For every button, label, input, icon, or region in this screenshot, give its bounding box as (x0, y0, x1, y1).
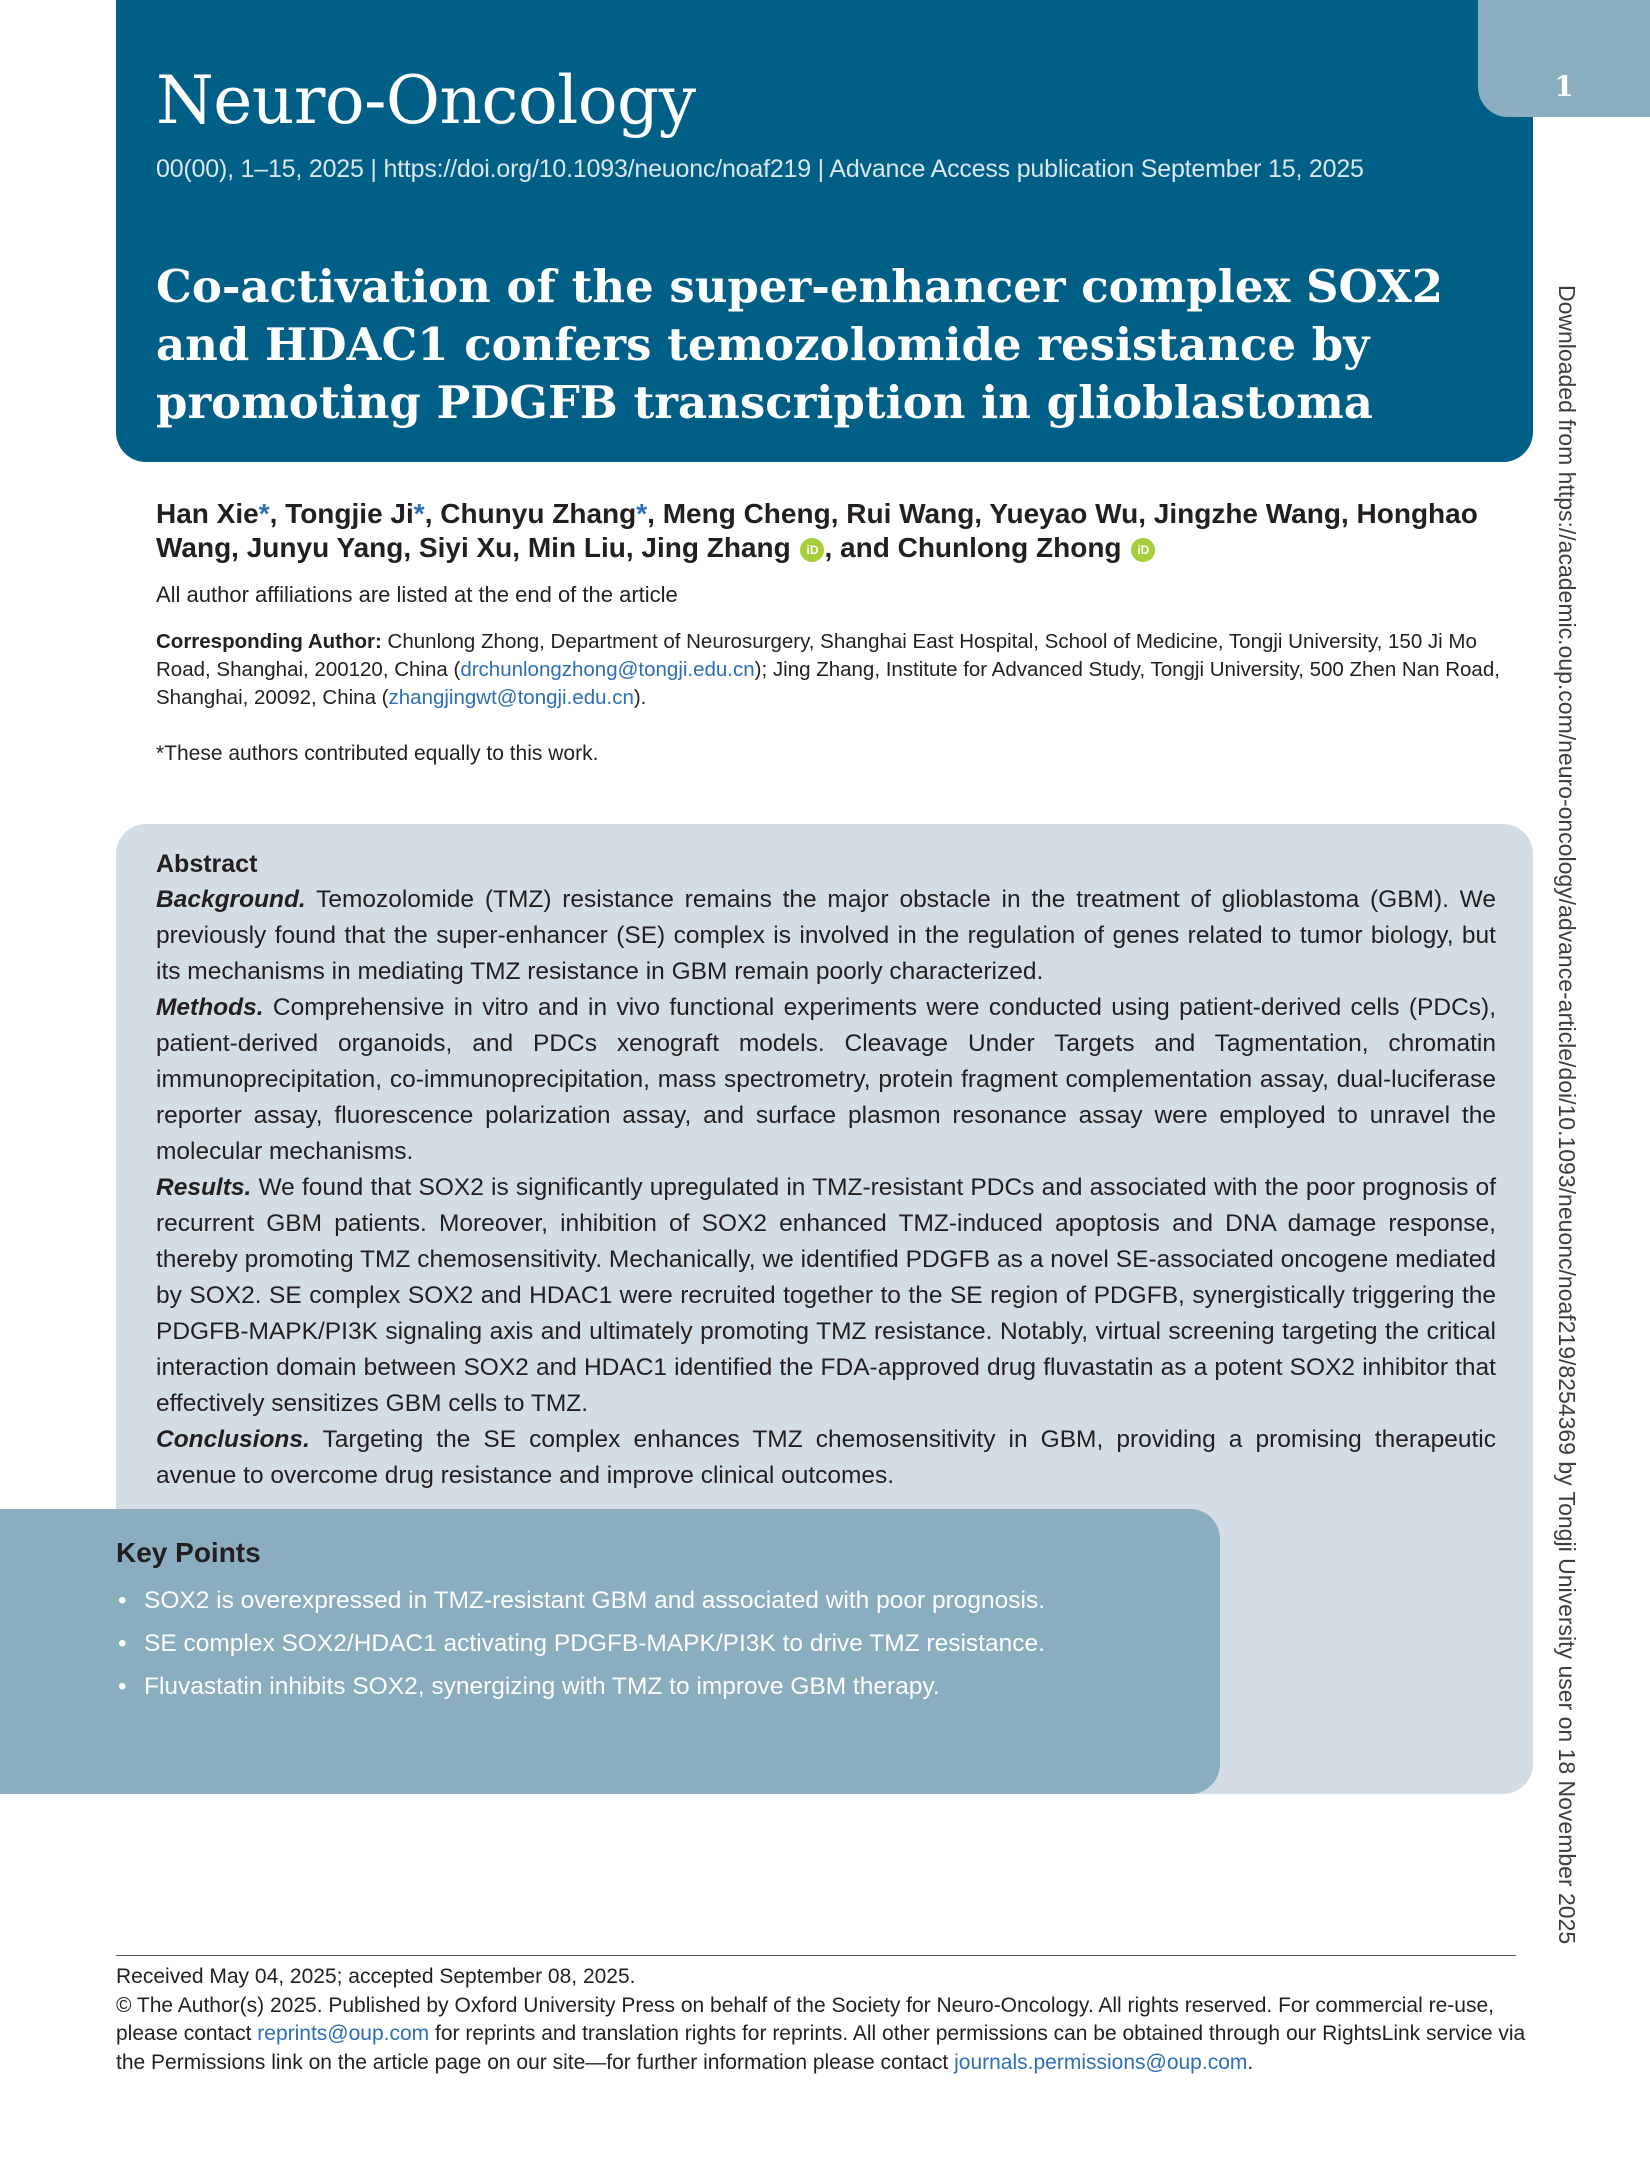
orcid-icon[interactable]: iD (1131, 538, 1155, 562)
download-notice: Downloaded from https://academic.oup.com/neuro-oncology/advance-article/doi/10.1093/neuonc/noaf219/8254369 by Tongji University user on 18 November 2025 (1554, 285, 1580, 1945)
equal-contribution-star: * (413, 498, 425, 529)
abstract-conclusions: Conclusions. Targeting the SE complex enhances TMZ chemosensitivity in GBM, providing a promising therapeutic avenue to overcome drug resistance and improve clinical outcomes. (156, 1426, 1496, 1489)
footer (116, 1963, 1526, 2077)
page-number: 1 (1554, 70, 1574, 103)
equal-contribution-note: *These authors contributed equally to this work. (156, 742, 599, 765)
email-link[interactable]: drchunlongzhong@tongji.edu.cn (460, 658, 755, 681)
citation-line: 00(00), 1–15, 2025 | https://doi.org/10.1093/neuonc/noaf219 | Advance Access publication September 15, 2025 (156, 155, 1364, 183)
email-link[interactable]: zhangjingwt@tongji.edu.cn (388, 686, 634, 709)
article-title: Co-activation of the super-enhancer complex SOX2 and HDAC1 confers temozolomide resistance by promoting PDGFB transcription in glioblastoma (156, 260, 1444, 429)
footer-divider (116, 1955, 1516, 1956)
key-point: • SE complex SOX2/HDAC1 activating PDGFB-MAPK/PI3K to drive TMZ resistance. (116, 1628, 1056, 1660)
received-dates: Received May 04, 2025; accepted September 08, 2025. (116, 1965, 636, 1988)
journal-title: Neuro-Oncology (156, 62, 696, 139)
abstract-results: Results. We found that SOX2 is significantly upregulated in TMZ-resistant PDCs and associated with the poor prognosis of recurrent GBM patients. Moreover, inhibition of SOX2 enhanced TMZ-induced apoptosis and DNA damage response, thereby promoting TMZ chemosensitivity. Mechanically, we identified PDGFB as a novel SE-associated oncogene mediated by SOX2. SE complex SOX2 and HDAC1 were recruited together to the SE region of PDGFB, synergistically triggering the PDGFB-MAPK/PI3K signaling axis and ultimately promoting TMZ resistance. Notably, virtual screening targeting the critical interaction domain between SOX2 and HDAC1 identified the FDA-approved drug fluvastatin as a potent SOX2 inhibitor that effectively sensitizes GBM cells to TMZ. (156, 1174, 1496, 1417)
section-label: Background. (156, 886, 306, 913)
section-label: Methods. (156, 994, 264, 1021)
corresponding-author: Corresponding Author: Chunlong Zhong, Department of Neurosurgery, Shanghai East Hospital, School of Medicine, Tongji University, 150 Ji Mo Road, Shanghai, 200120, China (drchunlongzhong@tongji.edu.cn); Jing Zhang, Institute for Advanced Study, Tongji University, 500 Zhen Nan Road, Shanghai, 20092, China (zhangjingwt@tongji.edu.cn). (156, 630, 1500, 709)
affiliation-note: All author affiliations are listed at the end of the article (156, 582, 678, 607)
orcid-icon[interactable]: iD (800, 538, 824, 562)
abstract-heading: Abstract (156, 850, 258, 878)
key-point: • Fluvastatin inhibits SOX2, synergizing with TMZ to improve GBM therapy. (116, 1671, 1056, 1703)
section-label: Conclusions. (156, 1426, 310, 1453)
abstract-background: Background. Temozolomide (TMZ) resistance remains the major obstacle in the treatment of glioblastoma (GBM). We previously found that the super-enhancer (SE) complex is involved in the regulation of genes related to tumor biology, but its mechanisms in mediating TMZ resistance in GBM remain poorly characterized. (156, 886, 1496, 985)
key-points-heading: Key Points (116, 1537, 261, 1568)
key-points-list (116, 1585, 1056, 1714)
key-point: • SOX2 is overexpressed in TMZ-resistant GBM and associated with poor prognosis. (116, 1585, 1056, 1617)
abstract-methods: Methods. Comprehensive in vitro and in vivo functional experiments were conducted using patient-derived cells (PDCs), patient-derived organoids, and PDCs xenograft models. Cleavage Under Targets and Tagmentation, chromatin immunoprecipitation, co-immunoprecipitation, mass spectrometry, protein fragment complementation assay, dual-luciferase reporter assay, fluorescence polarization assay, and surface plasmon resonance assay were employed to unravel the molecular mechanisms. (156, 994, 1496, 1165)
email-link[interactable]: journals.permissions@oup.com (954, 2050, 1248, 2074)
equal-contribution-star: * (258, 498, 270, 529)
section-label: Results. (156, 1174, 252, 1201)
author-names: , and Chunlong Zhong (824, 532, 1122, 563)
abstract (156, 846, 1496, 1494)
copyright-notice: © The Author(s) 2025. Published by Oxford University Press on behalf of the Society for Neuro-Oncology. All rights reserved. For commercial re-use, please contact reprints@oup.com for reprints and translation rights for reprints. All other permissions can be obtained through our RightsLink service via the Permissions link on the article page on our site—for further information please contact journals.permissions@oup.com. (116, 1993, 1526, 2074)
email-link[interactable]: reprints@oup.com (257, 2022, 430, 2045)
author-name: Tongjie Ji (285, 498, 414, 529)
author-name: Chunyu Zhang (440, 498, 637, 529)
page-number-tab (1478, 0, 1650, 117)
author-name: Han Xie (156, 498, 259, 529)
equal-contribution-star: * (636, 498, 648, 529)
corresponding-label: Corresponding Author: (156, 630, 382, 653)
author-list: Han Xie*, Tongjie Ji*, Chunyu Zhang*, Meng Cheng, Rui Wang, Yueyao Wu, Jingzhe Wang, Honghao Wang, Junyu Yang, Siyi Xu, Min Liu, Jing Zhang iD , and Chunlong Zhong iD (156, 498, 1478, 563)
author-names: Meng Cheng, Rui Wang, Yueyao Wu, Jingzhe Wang, Honghao Wang, Junyu Yang, Siyi Xu, Min Liu, Jing Zhang (156, 498, 1478, 563)
